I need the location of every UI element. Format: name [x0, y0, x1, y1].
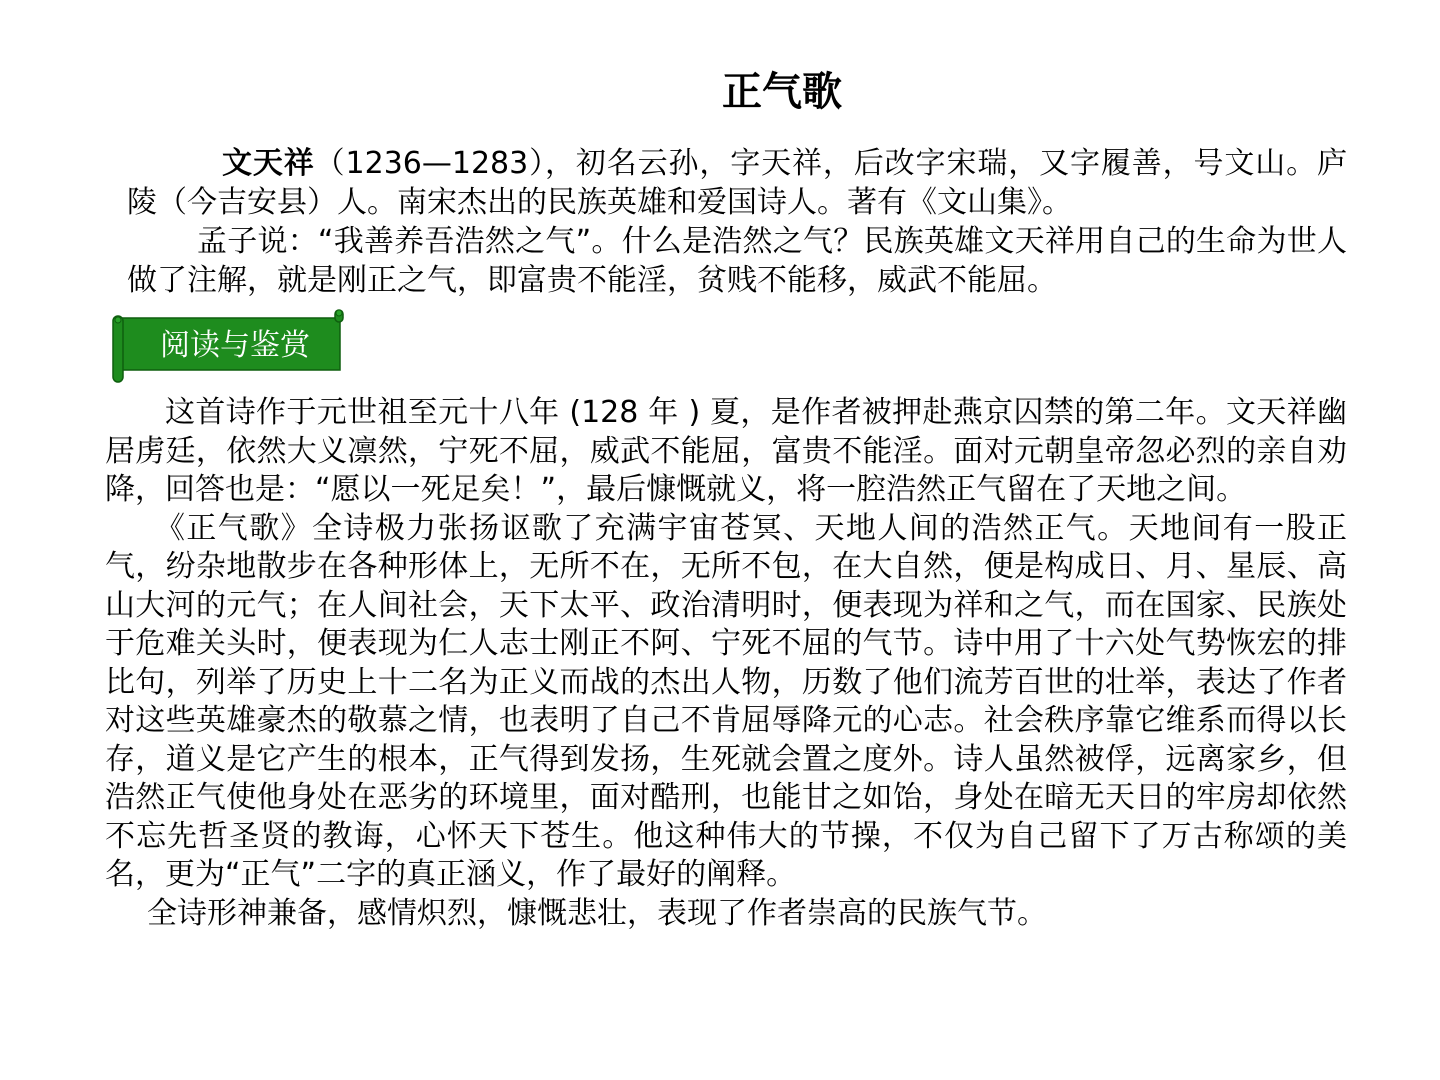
paragraph-2: 《正气歌》全诗极力张扬讴歌了充满宇宙苍冥、天地人间的浩然正气。天地间有一股正气，纷杂地散步在各种形体上，无所不在，无所不包，在大自然，便是构成日、月、星辰、高山大河的元气；在人间社会，天下太平、政治清明时，便表现为祥和之气，而在国家、民族处于危难关头时，便表现为仁人志士刚正不阿、宁死不屈的气节。诗中用了十六处气势恢宏的排比句，列举了历史上十二名为正义而战的杰出人物，历数了他们流芳百世的壮举，表达了作者对这些英雄豪杰的敬慕之情，也表明了自己不肯屈辱降元的心志。社会秩序靠它维系而得以长存，道义是它产生的根本，正气得到发扬，生死就会置之度外。诗人虽然被俘，远离家乡，但浩然正气使他身处在恶劣的环境里，面对酷刑，也能甘之如饴，身处在暗无天日的牢房却依然不忘先哲圣贤的教诲，心怀天下苍生。他这种伟大的节操，不仅为自己留下了万古称颂的美名，更为“正气”二字的真正涵义，作了最好的阐释。 — [105, 510, 1347, 892]
mencius-quote-paragraph: 孟子说：“我善养吾浩然之气”。什么是浩然之气？民族英雄文天祥用自己的生命为世人做了注解，就是刚正之气，即富贵不能淫，贫贱不能移，威武不能屈。 — [127, 224, 1347, 298]
author-bio-paragraph — [127, 144, 1347, 222]
author-name: 文天祥 — [222, 146, 315, 181]
author-bio: （1236—1283），初名云孙，字天祥，后改字宋瑞，又字履善，号文山。庐陵（今吉安县）人。南宋杰出的民族英雄和爱国诗人。著有《文山集》。 — [127, 146, 1348, 220]
author-intro — [127, 144, 1347, 300]
banner-label: 阅读与鉴赏 — [160, 328, 310, 363]
paragraph-1: 这首诗作于元世祖至元十八年 (128 年 ) 夏，是作者被押赴燕京囚禁的第二年。文天祥幽居虏廷，依然大义凛然，宁死不屈，威武不能屈，富贵不能淫。面对元朝皇帝忽必烈的亲自劝降，回答也是：“愿以一死足矣！”，最后慷慨就义，将一腔浩然正气留在了天地之间。 — [105, 395, 1347, 507]
page-title: 正气歌 — [722, 69, 842, 115]
paragraph-3: 全诗形神兼备，感情炽烈，慷慨悲壮，表现了作者崇高的民族气节。 — [147, 895, 1047, 931]
appreciation-text — [105, 394, 1347, 933]
reading-appreciation-banner — [110, 304, 348, 384]
